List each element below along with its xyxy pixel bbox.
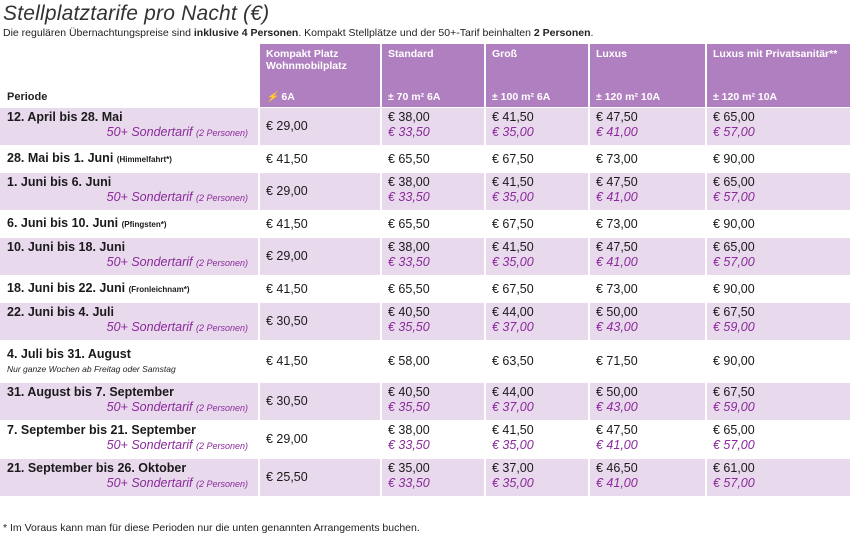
price-cell	[484, 107, 588, 145]
price-value: € 73,00	[596, 216, 638, 231]
price-cell	[258, 107, 380, 145]
column-header	[705, 44, 850, 107]
footnote: * Im Voraus kann man für diese Perioden nur die unten genannten Arrangements buchen.	[3, 522, 420, 534]
price-cell	[258, 210, 380, 237]
price-cell	[588, 302, 705, 340]
price-cell	[484, 382, 588, 420]
period-cell	[0, 340, 258, 382]
price-cell	[380, 145, 484, 172]
column-label: Luxus mit Privatsanitär**	[713, 48, 838, 60]
column-label: Groß	[492, 48, 518, 60]
intro-part: Die regulären Übernachtungspreise sind	[3, 27, 194, 39]
price-value: € 47,50	[596, 110, 638, 124]
price-cell	[484, 458, 588, 496]
sondertarif-price: € 37,00	[492, 320, 534, 334]
price-value: € 44,00	[492, 385, 534, 399]
price-cell	[588, 107, 705, 145]
table-row	[0, 237, 850, 275]
price-cell	[588, 382, 705, 420]
price-value: € 90,00	[713, 354, 755, 368]
price-cell	[484, 275, 588, 302]
period-note: (Himmelfahrt*)	[116, 155, 172, 164]
price-value: € 35,00	[388, 461, 430, 475]
price-cell	[588, 145, 705, 172]
price-value: € 65,50	[388, 216, 430, 231]
price-value: € 90,00	[713, 216, 755, 231]
sondertarif-price: € 43,00	[596, 320, 638, 334]
price-cell	[380, 382, 484, 420]
sondertarif-text: 50+ Sondertarif	[106, 125, 193, 139]
price-value: € 65,00	[713, 423, 755, 437]
sondertarif-price: € 33,50	[388, 125, 430, 139]
sondertarif-text: 50+ Sondertarif	[106, 400, 193, 414]
price-cell	[705, 172, 850, 210]
price-value: € 41,50	[492, 110, 534, 124]
price-value: € 41,50	[266, 281, 308, 296]
price-value: € 38,00	[388, 423, 430, 437]
price-cell	[258, 420, 380, 458]
table-row	[0, 172, 850, 210]
period-name: 1. Juni bis 6. Juni	[7, 175, 112, 189]
column-label: Standard	[388, 48, 434, 60]
sondertarif-label	[7, 190, 258, 206]
price-value: € 29,00	[266, 119, 308, 133]
period-name: 4. Juli bis 31. August	[7, 346, 131, 361]
price-cell	[380, 210, 484, 237]
price-cell	[484, 172, 588, 210]
column-label: Kompakt Platz Wohnmobilplatz	[266, 48, 347, 72]
sondertarif-price: € 57,00	[713, 125, 755, 139]
price-value: € 67,50	[492, 281, 534, 296]
price-value: € 67,50	[713, 385, 755, 399]
sondertarif-price: € 35,00	[492, 255, 534, 269]
price-value: € 46,50	[596, 461, 638, 475]
column-sub-text: 6A	[281, 91, 295, 103]
table-row	[0, 458, 850, 496]
price-cell	[588, 458, 705, 496]
period-note: (Pfingsten*)	[121, 220, 167, 229]
sondertarif-price: € 33,50	[388, 190, 430, 204]
price-cell	[588, 172, 705, 210]
period-cell	[0, 145, 258, 172]
price-cell	[484, 210, 588, 237]
intro-part: . Kompakt Stellplätze und der 50+-Tarif beinhalten	[298, 27, 534, 39]
price-cell	[380, 302, 484, 340]
sondertarif-price: € 59,00	[713, 400, 755, 414]
table-row	[0, 210, 850, 237]
intro-bold: 2 Personen	[533, 27, 591, 39]
price-value: € 63,50	[492, 354, 534, 368]
sondertarif-price: € 33,50	[388, 438, 430, 452]
price-value: € 61,00	[713, 461, 755, 475]
periode-header: Periode	[0, 44, 258, 107]
period-subnote: Nur ganze Wochen ab Freitag oder Samstag	[7, 363, 176, 374]
price-cell	[380, 107, 484, 145]
sondertarif-suffix: (2 Personen)	[195, 193, 248, 203]
sondertarif-label	[7, 476, 258, 492]
price-value: € 29,00	[266, 184, 308, 198]
sondertarif-suffix: (2 Personen)	[195, 441, 248, 451]
price-value: € 38,00	[388, 175, 430, 189]
period-name: 12. April bis 28. Mai	[7, 110, 123, 124]
column-header	[380, 44, 484, 107]
price-value: € 47,50	[596, 175, 638, 189]
column-header	[484, 44, 588, 107]
price-value: € 25,50	[266, 470, 308, 484]
price-cell	[705, 382, 850, 420]
price-value: € 29,00	[266, 249, 308, 263]
price-cell	[705, 302, 850, 340]
price-cell	[380, 420, 484, 458]
sondertarif-price: € 35,00	[492, 476, 534, 490]
sondertarif-price: € 41,00	[596, 255, 638, 269]
sondertarif-label	[7, 125, 258, 141]
sondertarif-price: € 41,00	[596, 438, 638, 452]
price-cell	[258, 340, 380, 382]
column-header	[258, 44, 380, 107]
page-title: Stellplatztarife pro Nacht (€)	[3, 2, 270, 25]
price-cell	[705, 275, 850, 302]
price-cell	[484, 145, 588, 172]
price-value: € 73,00	[596, 151, 638, 166]
sondertarif-price: € 35,00	[492, 190, 534, 204]
price-value: € 58,00	[388, 354, 430, 368]
column-sub: ± 120 m² 10A	[596, 91, 661, 103]
price-value: € 90,00	[713, 151, 755, 166]
sondertarif-price: € 41,00	[596, 125, 638, 139]
price-value: € 41,50	[266, 216, 308, 231]
period-cell	[0, 237, 258, 275]
sondertarif-price: € 35,00	[492, 438, 534, 452]
price-cell	[484, 302, 588, 340]
sondertarif-price: € 33,50	[388, 476, 430, 490]
column-sub: ± 120 m² 10A	[713, 91, 778, 103]
price-value: € 65,00	[713, 110, 755, 124]
price-cell	[588, 420, 705, 458]
period-name: 7. September bis 21. September	[7, 423, 196, 437]
period-name: 10. Juni bis 18. Juni	[7, 240, 126, 254]
plug-icon: ⚡	[266, 92, 279, 103]
period-name: 22. Juni bis 4. Juli	[7, 305, 114, 319]
price-value: € 47,50	[596, 240, 638, 254]
price-value: € 40,50	[388, 305, 430, 319]
sondertarif-suffix: (2 Personen)	[195, 323, 248, 333]
period-note: (Fronleichnam*)	[128, 285, 190, 294]
table-row	[0, 107, 850, 145]
sondertarif-suffix: (2 Personen)	[195, 479, 248, 489]
sondertarif-price: € 35,50	[388, 320, 430, 334]
sondertarif-price: € 35,50	[388, 400, 430, 414]
period-cell	[0, 210, 258, 237]
sondertarif-text: 50+ Sondertarif	[106, 255, 193, 269]
table-row	[0, 145, 850, 172]
price-value: € 30,50	[266, 394, 308, 408]
sondertarif-price: € 37,00	[492, 400, 534, 414]
tariff-table	[0, 44, 850, 496]
price-value: € 41,50	[492, 175, 534, 189]
price-cell	[705, 340, 850, 382]
price-value: € 65,00	[713, 240, 755, 254]
sondertarif-label	[7, 255, 258, 271]
price-cell	[380, 275, 484, 302]
period-cell	[0, 172, 258, 210]
period-cell	[0, 302, 258, 340]
price-value: € 67,50	[713, 305, 755, 319]
period-name: 28. Mai bis 1. Juni	[7, 151, 114, 165]
column-sub: ± 70 m² 6A	[388, 91, 441, 103]
price-cell	[705, 420, 850, 458]
sondertarif-text: 50+ Sondertarif	[106, 190, 193, 204]
period-cell	[0, 107, 258, 145]
price-value: € 65,00	[713, 175, 755, 189]
sondertarif-suffix: (2 Personen)	[195, 258, 248, 268]
price-cell	[258, 275, 380, 302]
sondertarif-price: € 33,50	[388, 255, 430, 269]
price-value: € 90,00	[713, 281, 755, 296]
period-name: 18. Juni bis 22. Juni	[7, 281, 126, 295]
price-value: € 41,50	[492, 423, 534, 437]
intro-bold: inklusive 4 Personen	[193, 27, 299, 39]
price-cell	[484, 420, 588, 458]
price-value: € 50,00	[596, 385, 638, 399]
sondertarif-price: € 57,00	[713, 190, 755, 204]
column-header	[588, 44, 705, 107]
sondertarif-price: € 57,00	[713, 476, 755, 490]
price-cell	[705, 107, 850, 145]
table-row	[0, 420, 850, 458]
price-value: € 44,00	[492, 305, 534, 319]
price-cell	[380, 172, 484, 210]
price-cell	[380, 237, 484, 275]
price-cell	[705, 458, 850, 496]
price-value: € 38,00	[388, 110, 430, 124]
period-name: 31. August bis 7. September	[7, 385, 174, 399]
price-cell	[588, 237, 705, 275]
price-cell	[484, 237, 588, 275]
column-sub	[266, 91, 295, 103]
price-cell	[588, 340, 705, 382]
price-cell	[258, 302, 380, 340]
price-cell	[705, 237, 850, 275]
price-value: € 41,50	[266, 354, 308, 368]
table-row	[0, 340, 850, 382]
sondertarif-price: € 43,00	[596, 400, 638, 414]
header-row	[0, 44, 850, 107]
price-cell	[380, 458, 484, 496]
sondertarif-text: 50+ Sondertarif	[106, 320, 193, 334]
sondertarif-label	[7, 400, 258, 416]
sondertarif-price: € 57,00	[713, 438, 755, 452]
sondertarif-price: € 35,00	[492, 125, 534, 139]
sondertarif-price: € 57,00	[713, 255, 755, 269]
sondertarif-suffix: (2 Personen)	[195, 128, 248, 138]
period-cell	[0, 275, 258, 302]
price-value: € 67,50	[492, 151, 534, 166]
sondertarif-suffix: (2 Personen)	[195, 403, 248, 413]
price-cell	[258, 145, 380, 172]
price-value: € 47,50	[596, 423, 638, 437]
price-value: € 73,00	[596, 281, 638, 296]
price-cell	[258, 172, 380, 210]
price-value: € 29,00	[266, 432, 308, 446]
table-row	[0, 382, 850, 420]
table-row	[0, 302, 850, 340]
price-cell	[705, 145, 850, 172]
price-cell	[258, 382, 380, 420]
period-cell	[0, 382, 258, 420]
price-cell	[258, 458, 380, 496]
sondertarif-price: € 59,00	[713, 320, 755, 334]
sondertarif-label	[7, 320, 258, 336]
intro-text	[3, 27, 593, 39]
price-value: € 41,50	[266, 151, 308, 166]
sondertarif-label	[7, 438, 258, 454]
price-value: € 41,50	[492, 240, 534, 254]
price-value: € 71,50	[596, 354, 638, 368]
sondertarif-price: € 41,00	[596, 476, 638, 490]
price-value: € 38,00	[388, 240, 430, 254]
table-row	[0, 275, 850, 302]
sondertarif-text: 50+ Sondertarif	[106, 476, 193, 490]
intro-part: .	[590, 27, 594, 39]
price-value: € 30,50	[266, 314, 308, 328]
period-cell	[0, 458, 258, 496]
period-name: 21. September bis 26. Oktober	[7, 461, 187, 475]
price-value: € 40,50	[388, 385, 430, 399]
price-value: € 37,00	[492, 461, 534, 475]
price-cell	[484, 340, 588, 382]
sondertarif-text: 50+ Sondertarif	[106, 438, 193, 452]
column-sub: ± 100 m² 6A	[492, 91, 551, 103]
price-cell	[380, 340, 484, 382]
period-name: 6. Juni bis 10. Juni	[7, 216, 119, 230]
price-value: € 65,50	[388, 151, 430, 166]
column-label: Luxus	[596, 48, 627, 60]
price-cell	[588, 275, 705, 302]
price-value: € 67,50	[492, 216, 534, 231]
sondertarif-price: € 41,00	[596, 190, 638, 204]
price-cell	[705, 210, 850, 237]
price-cell	[588, 210, 705, 237]
period-cell	[0, 420, 258, 458]
price-value: € 65,50	[388, 281, 430, 296]
price-cell	[258, 237, 380, 275]
price-value: € 50,00	[596, 305, 638, 319]
